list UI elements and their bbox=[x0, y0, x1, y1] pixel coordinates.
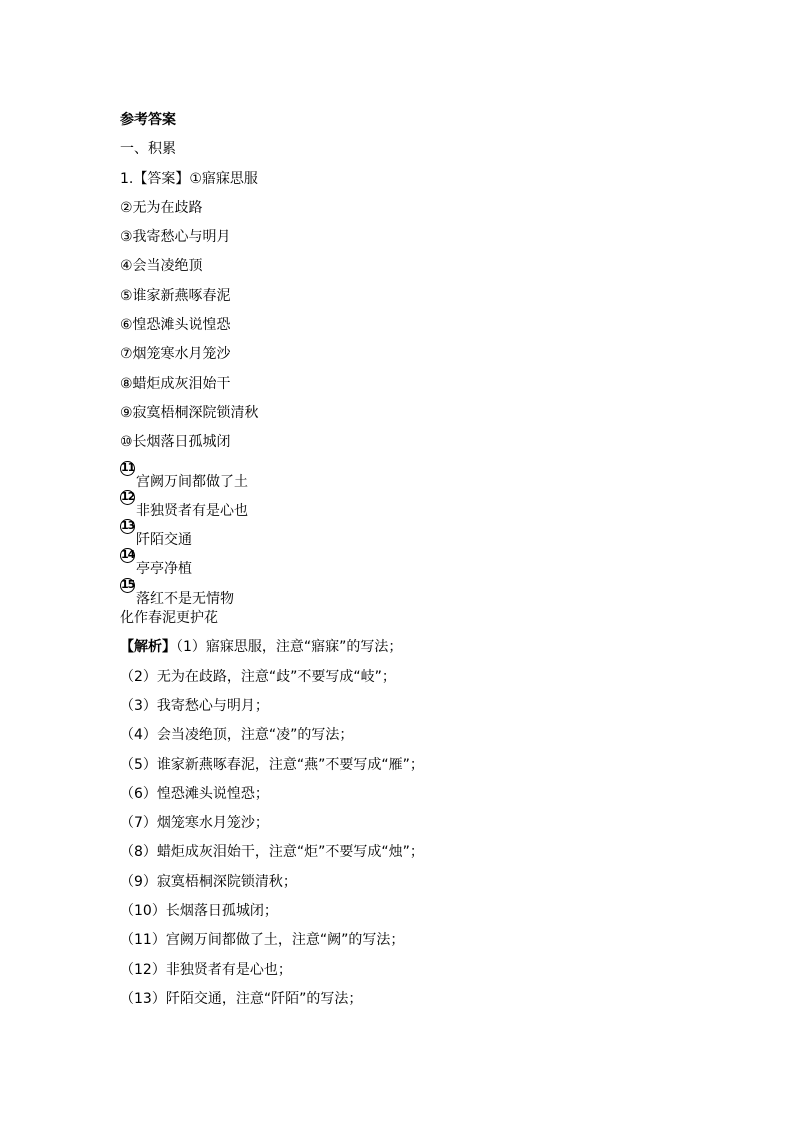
analysis-line: （3）我寄愁心与明月； bbox=[120, 697, 269, 714]
analysis-line: （2）无为在歧路，注意“歧”不要写成“岐”； bbox=[120, 668, 396, 685]
analysis-line: （4）会当凌绝顶，注意“凌”的写法； bbox=[120, 727, 354, 744]
analysis-line: （5）谁家新燕啄春泥，注意“燕”不要写成“雁”； bbox=[120, 756, 424, 773]
answer-line: ③我寄愁心与明月 bbox=[120, 229, 231, 246]
circled-text: 阡陌交通 bbox=[136, 532, 192, 549]
analysis-line: （13）阡陌交通，注意“阡陌”的写法； bbox=[120, 990, 363, 1007]
answer-line: ⑩长烟落日孤城闭 bbox=[120, 434, 231, 451]
answer-line: ⑧蜡炬成灰泪始干 bbox=[120, 375, 231, 392]
circled-number: 14 bbox=[121, 548, 135, 562]
circled-number: 11 bbox=[121, 460, 135, 474]
circled-text: 亭亭净植 bbox=[136, 561, 192, 578]
analysis-line: （10）长烟落日孤城闭； bbox=[120, 903, 278, 920]
answer-prefix: 1.【答案】 bbox=[120, 170, 190, 187]
analysis-line: （11）宫阙万间都做了土，注意“阙”的写法； bbox=[120, 932, 405, 949]
circled-text: 宫阙万间都做了土 bbox=[136, 473, 248, 490]
analysis-line: （7）烟笼寒水月笼沙； bbox=[120, 815, 269, 832]
circled-text: 落红不是无情物 bbox=[136, 590, 234, 607]
answer-line: ⑨寂寞梧桐深院锁清秋 bbox=[120, 404, 259, 421]
analysis-first-line bbox=[120, 633, 680, 662]
circled-text: 非独贤者有是心也 bbox=[136, 502, 248, 519]
circled-number: 13 bbox=[121, 519, 135, 533]
answer-circled-item bbox=[120, 487, 680, 519]
analysis-line: （6）惶恐滩头说惶恐； bbox=[120, 785, 269, 802]
answer-line: ⑤谁家新燕啄春泥 bbox=[120, 287, 231, 304]
analysis-line: （1）寤寐思服，注意“寤寐”的写法； bbox=[176, 639, 403, 656]
analysis-line: （12）非独贤者有是心也； bbox=[120, 961, 292, 978]
answer-circled-item bbox=[120, 516, 680, 549]
answer-first-line bbox=[120, 165, 680, 194]
answer-line: ⑦烟笼寒水月笼沙 bbox=[120, 346, 231, 363]
answer-circled-item bbox=[120, 545, 680, 578]
analysis-line: （9）寂寞梧桐深院锁清秋； bbox=[120, 873, 297, 890]
answer-line: ④会当凌绝顶 bbox=[120, 258, 203, 275]
answer-content bbox=[120, 106, 680, 1014]
answer-circled-item bbox=[120, 575, 680, 607]
answer-tail-line: 化作春泥更护花 bbox=[120, 610, 218, 627]
answer-line: ②无为在歧路 bbox=[120, 199, 203, 216]
page-title: 参考答案 bbox=[120, 112, 176, 128]
circled-number: 12 bbox=[121, 489, 135, 503]
answer-line: ①寤寐思服 bbox=[189, 170, 258, 187]
section-heading: 一、积累 bbox=[120, 141, 176, 158]
analysis-line: （8）蜡炬成灰泪始干，注意“炬”不要写成“烛”； bbox=[120, 844, 424, 861]
answer-circled-item bbox=[120, 458, 680, 490]
answer-line: ⑥惶恐滩头说惶恐 bbox=[120, 317, 231, 334]
analysis-label: 【解析】 bbox=[120, 639, 176, 656]
circled-number: 15 bbox=[121, 577, 135, 591]
